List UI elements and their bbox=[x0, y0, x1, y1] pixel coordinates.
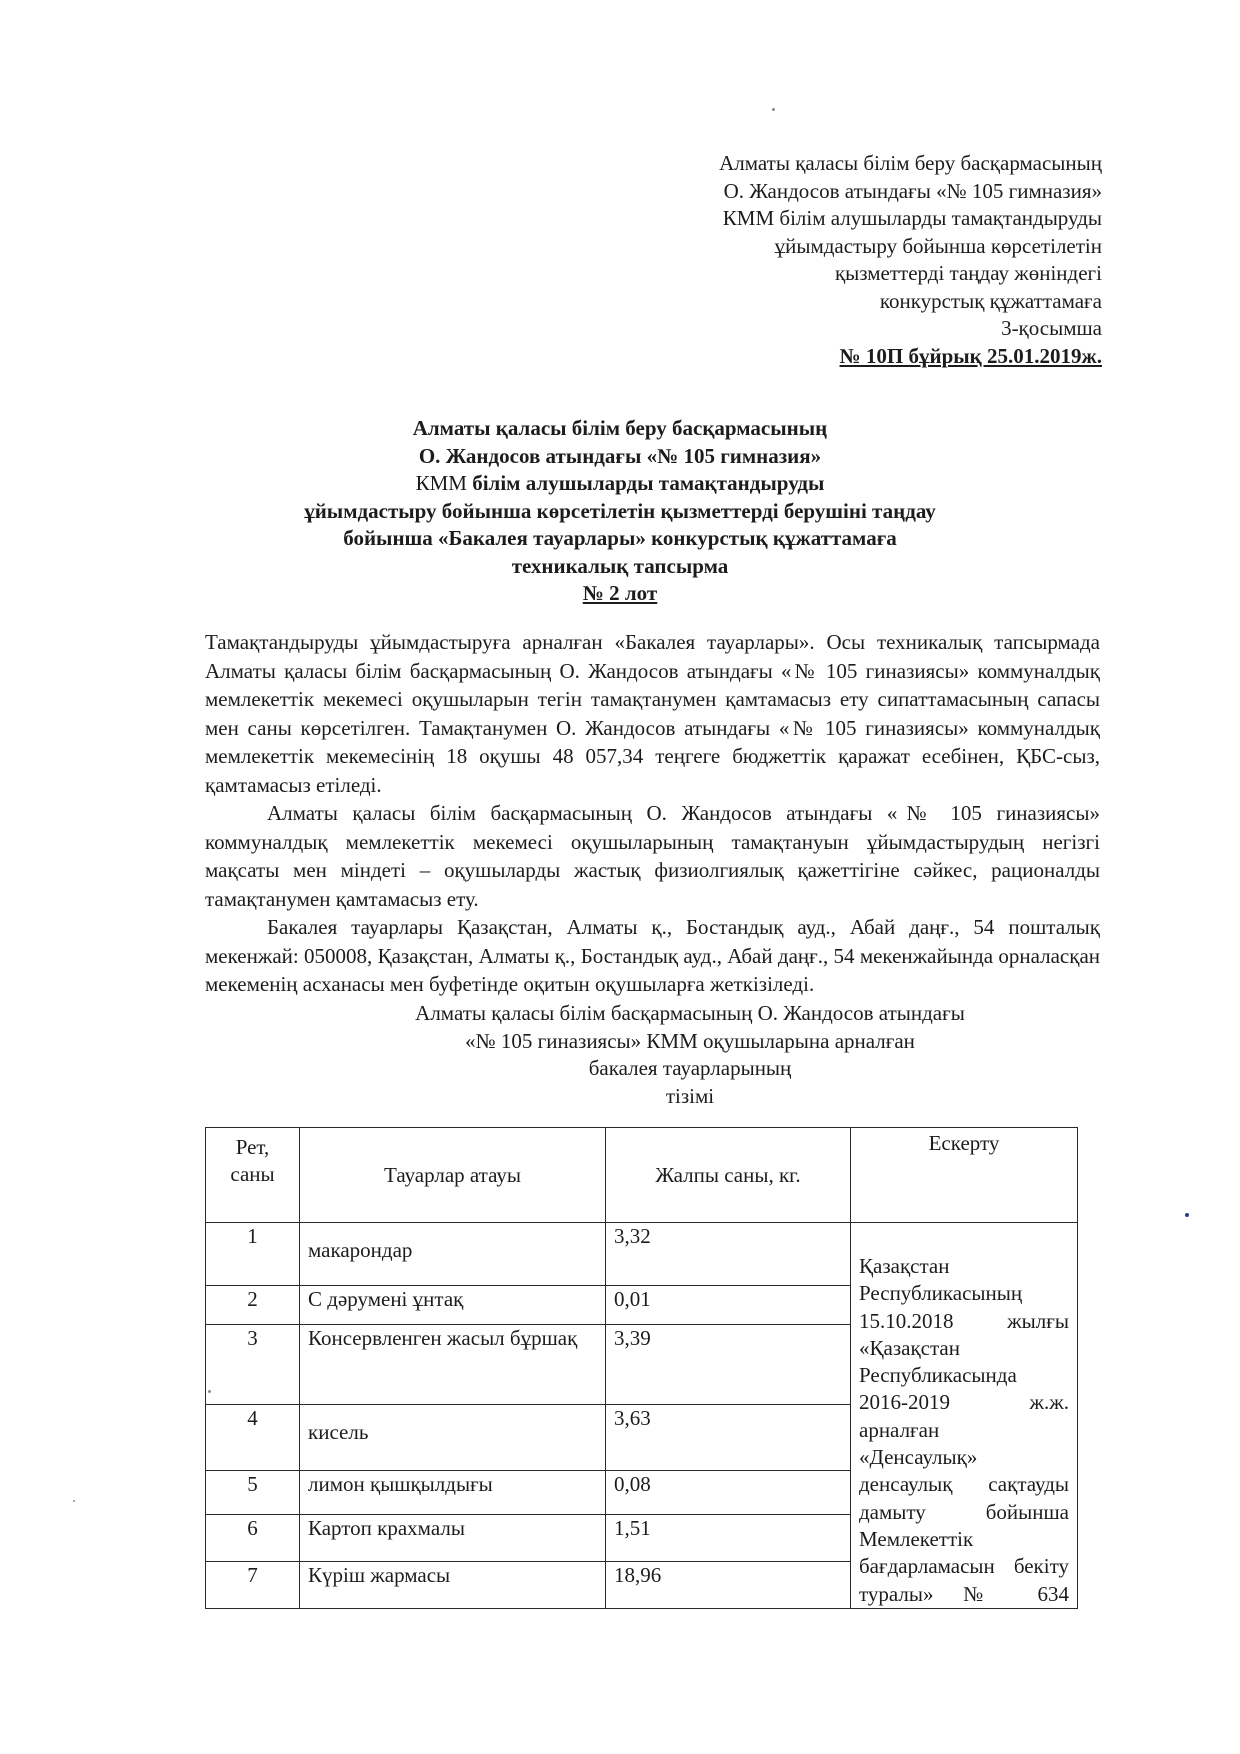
list-title-line: бакалея тауарларының bbox=[588, 1056, 792, 1080]
row-name: лимон қышқылдығы bbox=[300, 1471, 606, 1515]
note-line: арналған bbox=[859, 1417, 940, 1442]
scan-speck bbox=[772, 108, 775, 111]
header-line: ұйымдастыру бойынша көрсетілетін bbox=[774, 233, 1102, 258]
paragraph: Алматы қаласы білім басқармасының О. Жандосов атындағы «№ 105 гиназиясы» коммуналдық мемлекеттік мекемесі оқушыларының тамақтануын ұйымдастырудың негізгі мақсаты мен міндеті – оқушыларды жастық физиолгиялық қажеттігіне сәйкес, рационалды тамақтанумен қамтамасыз ету. bbox=[205, 801, 1100, 911]
row-number: 6 bbox=[206, 1515, 300, 1562]
row-number: 3 bbox=[206, 1325, 300, 1405]
row-number: 5 bbox=[206, 1471, 300, 1515]
list-title-line: Алматы қаласы білім басқармасының О. Жандосов атындағы bbox=[415, 1001, 965, 1025]
row-number: 2 bbox=[206, 1285, 300, 1324]
header-line: қызметтерді таңдау жөніндегі bbox=[834, 261, 1102, 285]
title-line: бойынша «Бакалея тауарлары» конкурстық құжаттамаға bbox=[343, 526, 897, 550]
row-name: С дәрумені ұнтақ bbox=[300, 1285, 606, 1324]
row-name: Картоп крахмалы bbox=[300, 1515, 606, 1562]
header-line: О. Жандосов атындағы «№ 105 гимназия» bbox=[723, 178, 1102, 203]
scan-speck bbox=[1185, 1213, 1189, 1217]
note-line: Республикасының bbox=[859, 1281, 1023, 1306]
row-name: Күріш жармасы bbox=[300, 1561, 606, 1608]
column-header-note: Ескерту bbox=[851, 1128, 1078, 1223]
title-line: ұйымдастыру бойынша көрсетілетін қызметтерді берушіні таңдау bbox=[304, 498, 936, 523]
body-text bbox=[205, 628, 1100, 999]
note-line: «Қазақстан bbox=[859, 1335, 960, 1360]
row-name: макарондар bbox=[300, 1223, 606, 1286]
title-line: О. Жандосов атындағы «№ 105 гимназия» bbox=[418, 443, 822, 468]
list-title bbox=[300, 1000, 1080, 1110]
note-line: дамыту бойынша bbox=[859, 1499, 1069, 1524]
paragraph: Тамақтандыруды ұйымдастыруға арналған «Бакалея тауарлары». Осы техникалық тапсырмада Алматы қаласы білім басқармасының О. Жандосов атындағы «№ 105 гиназиясы» коммуналдық мемлекеттік мекемесі оқушыларын тегін тамақтанумен қамтамасыз ету сипаттамасының сапасы мен саны көрсетілген. Тамақтанумен О. Жандосов атындағы «№ 105 гиназиясы» коммуналдық мемлекеттік мекемесінің 18 оқушы 48 057,34 теңгеге бюджеттік қаражат есебінен, ҚБС-сыз, қамтамасыз етіледі. bbox=[205, 630, 1100, 797]
list-title-line: тізімі bbox=[665, 1083, 715, 1108]
header-line: Алматы қаласы білім беру басқармасының bbox=[719, 151, 1102, 175]
row-quantity: 3,63 bbox=[606, 1405, 851, 1471]
header-line: конкурстық құжаттамаға bbox=[879, 288, 1102, 313]
row-quantity: 0,01 bbox=[606, 1285, 851, 1324]
note-line: Қазақстан bbox=[859, 1254, 950, 1278]
header-line: КММ білім алушыларды тамақтандыруды bbox=[722, 206, 1102, 230]
row-quantity: 1,51 bbox=[606, 1515, 851, 1562]
row-quantity: 3,32 bbox=[606, 1223, 851, 1286]
note-cell bbox=[851, 1223, 1078, 1609]
title-line-bold: білім алушыларды тамақтандыруды bbox=[472, 471, 825, 495]
lot-number: № 2 лот bbox=[582, 581, 658, 605]
document-title bbox=[180, 415, 1060, 608]
column-header-name: Тауарлар атауы bbox=[300, 1128, 606, 1223]
row-quantity: 3,39 bbox=[606, 1325, 851, 1405]
row-number: 1 bbox=[206, 1223, 300, 1286]
row-quantity: 18,96 bbox=[606, 1561, 851, 1608]
goods-table bbox=[205, 1127, 1078, 1609]
title-line: Алматы қаласы білім беру басқармасының bbox=[412, 416, 828, 440]
note-line: 15.10.2018 жылғы bbox=[859, 1308, 1069, 1333]
order-reference: № 10П бұйрық 25.01.2019ж. bbox=[839, 343, 1102, 368]
table-header-row bbox=[206, 1128, 1078, 1223]
scan-speck bbox=[73, 1500, 75, 1502]
table-row bbox=[206, 1223, 1078, 1286]
column-header-quantity: Жалпы саны, кг. bbox=[606, 1128, 851, 1223]
appendix-header bbox=[582, 150, 1102, 370]
paragraph: Бакалея тауарлары Қазақстан, Алматы қ., Бостандық ауд., Абай даңғ., 54 пошталық мекенжай: 050008, Қазақстан, Алматы қ., Бостандық ауд., Абай даңғ., 54 мекенжайында орналасқан мекеменің асханасы мен буфетінде оқитын оқушыларға жеткізіледі. bbox=[205, 915, 1100, 996]
note-line: 2016-2019 ж.ж. bbox=[859, 1390, 1069, 1415]
title-line: техникалық тапсырма bbox=[511, 553, 729, 578]
column-header-number: Рет, саны bbox=[206, 1128, 300, 1223]
note-line: «Денсаулық» bbox=[859, 1445, 978, 1470]
row-number: 7 bbox=[206, 1561, 300, 1608]
note-line: денсаулық сақтауды bbox=[859, 1472, 1069, 1497]
row-number: 4 bbox=[206, 1405, 300, 1471]
list-title-line: «№ 105 гиназиясы» КММ оқушыларына арналған bbox=[465, 1028, 915, 1053]
title-line: КММ білім алушыларды тамақтандыруды bbox=[415, 471, 825, 495]
note-line: Мемлекеттік bbox=[859, 1526, 974, 1551]
row-name: Консервленген жасыл бұршақ bbox=[300, 1325, 606, 1405]
header-line: 3-қосымша bbox=[1001, 316, 1102, 340]
row-quantity: 0,08 bbox=[606, 1471, 851, 1515]
note-line: Республикасында bbox=[859, 1363, 1017, 1388]
row-name: кисель bbox=[300, 1405, 606, 1471]
note-line: бағдарламасын бекіту bbox=[859, 1554, 1069, 1579]
note-line: туралы» № 634 bbox=[859, 1581, 1069, 1606]
